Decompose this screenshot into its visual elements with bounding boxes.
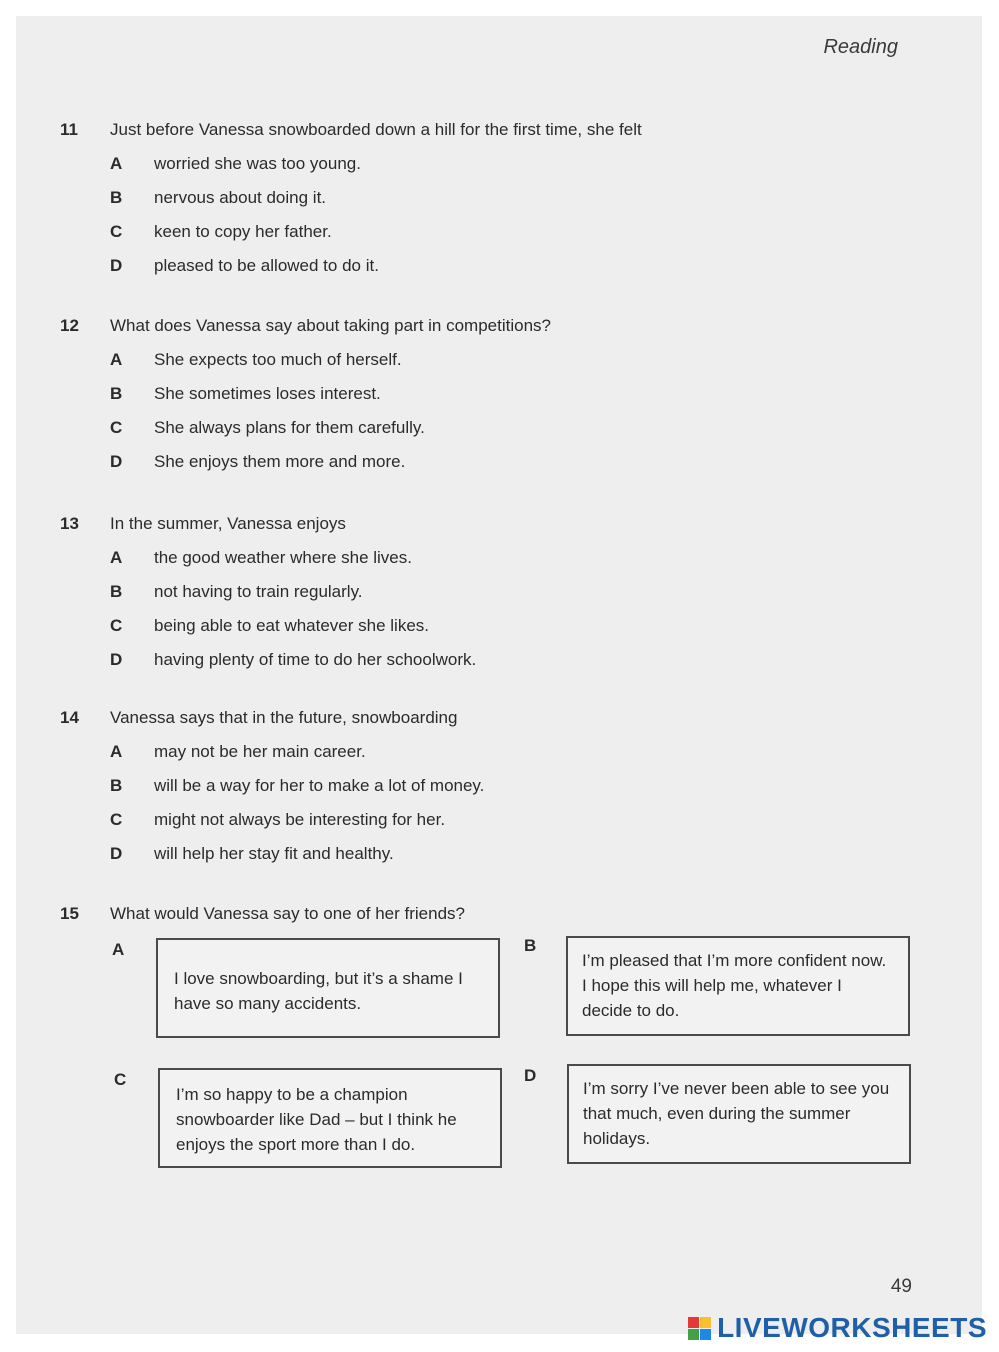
option-text: will help her stay fit and healthy. [154, 844, 394, 863]
question-11 [60, 120, 920, 276]
option-text: the good weather where she lives. [154, 548, 412, 567]
liveworksheets-watermark [688, 1312, 987, 1344]
option-text: having plenty of time to do her schoolwork. [154, 650, 477, 669]
answer-box-c[interactable]: I’m so happy to be a champion snowboarder like Dad – but I think he enjoys the sport more than I do. [158, 1068, 502, 1168]
option-letter: B [110, 582, 123, 601]
question-14 [60, 708, 920, 864]
option-c[interactable] [60, 222, 920, 242]
option-letter: A [110, 548, 123, 567]
option-text: nervous about doing it. [154, 188, 327, 207]
option-letter: A [110, 154, 123, 173]
option-c[interactable] [60, 616, 920, 636]
option-letter: D [110, 452, 123, 471]
box-letter-d: D [524, 1066, 537, 1085]
question-12 [60, 316, 920, 472]
section-header: Reading [823, 36, 898, 58]
option-d[interactable] [60, 650, 920, 670]
question-13 [60, 514, 920, 670]
option-d[interactable] [60, 844, 920, 864]
answer-box-b[interactable]: I’m pleased that I’m more confident now. I hope this will help me, whatever I decide to do. [566, 936, 910, 1036]
option-text: worried she was too young. [154, 154, 361, 173]
option-text: being able to eat whatever she likes. [154, 616, 430, 635]
question-text: Vanessa says that in the future, snowboarding [110, 708, 458, 727]
option-d[interactable] [60, 256, 920, 276]
box-letter-c: C [114, 1070, 127, 1089]
question-text: What would Vanessa say to one of her friends? [110, 904, 465, 923]
option-letter: C [110, 222, 123, 241]
worksheet-page [16, 16, 982, 1334]
option-text: pleased to be allowed to do it. [154, 256, 379, 275]
answer-box-a[interactable]: I love snowboarding, but it’s a shame I have so many accidents. [156, 938, 500, 1038]
option-letter: A [110, 742, 123, 761]
question-number: 14 [60, 708, 79, 727]
option-text: may not be her main career. [154, 742, 366, 761]
box-letter-b: B [524, 936, 537, 955]
option-a[interactable] [60, 742, 920, 762]
answer-box-d[interactable]: I’m sorry I’ve never been able to see you that much, even during the summer holidays. [567, 1064, 911, 1164]
option-text: not having to train regularly. [154, 582, 363, 601]
option-text: will be a way for her to make a lot of money. [154, 776, 485, 795]
option-b[interactable] [60, 582, 920, 602]
option-letter: C [110, 418, 123, 437]
option-a[interactable] [60, 350, 920, 370]
question-text: In the summer, Vanessa enjoys [110, 514, 346, 533]
question-number: 13 [60, 514, 79, 533]
option-letter: C [110, 810, 123, 829]
question-text: What does Vanessa say about taking part in competitions? [110, 316, 551, 335]
option-letter: D [110, 844, 123, 863]
option-a[interactable] [60, 154, 920, 174]
option-d[interactable] [60, 452, 920, 472]
option-c[interactable] [60, 810, 920, 830]
option-letter: A [110, 350, 123, 369]
question-number: 11 [60, 120, 78, 139]
question-number: 12 [60, 316, 79, 335]
watermark-text: LIVEWORKSHEETS [717, 1312, 987, 1343]
liveworksheets-logo-icon [688, 1317, 711, 1340]
page-number: 49 [890, 1276, 912, 1297]
option-letter: B [110, 188, 123, 207]
option-b[interactable] [60, 188, 920, 208]
question-15 [60, 904, 920, 924]
option-text: She enjoys them more and more. [154, 452, 406, 471]
option-text: She always plans for them carefully. [154, 418, 425, 437]
question-number: 15 [60, 904, 79, 923]
option-letter: D [110, 650, 123, 669]
question-text: Just before Vanessa snowboarded down a hill for the first time, she felt [110, 120, 642, 139]
option-letter: C [110, 616, 123, 635]
option-letter: B [110, 776, 123, 795]
option-letter: B [110, 384, 123, 403]
option-b[interactable] [60, 384, 920, 404]
option-c[interactable] [60, 418, 920, 438]
option-letter: D [110, 256, 123, 275]
option-text: She expects too much of herself. [154, 350, 402, 369]
option-b[interactable] [60, 776, 920, 796]
box-letter-a: A [112, 940, 125, 959]
option-text: might not always be interesting for her. [154, 810, 446, 829]
option-text: keen to copy her father. [154, 222, 332, 241]
option-a[interactable] [60, 548, 920, 568]
option-text: She sometimes loses interest. [154, 384, 381, 403]
